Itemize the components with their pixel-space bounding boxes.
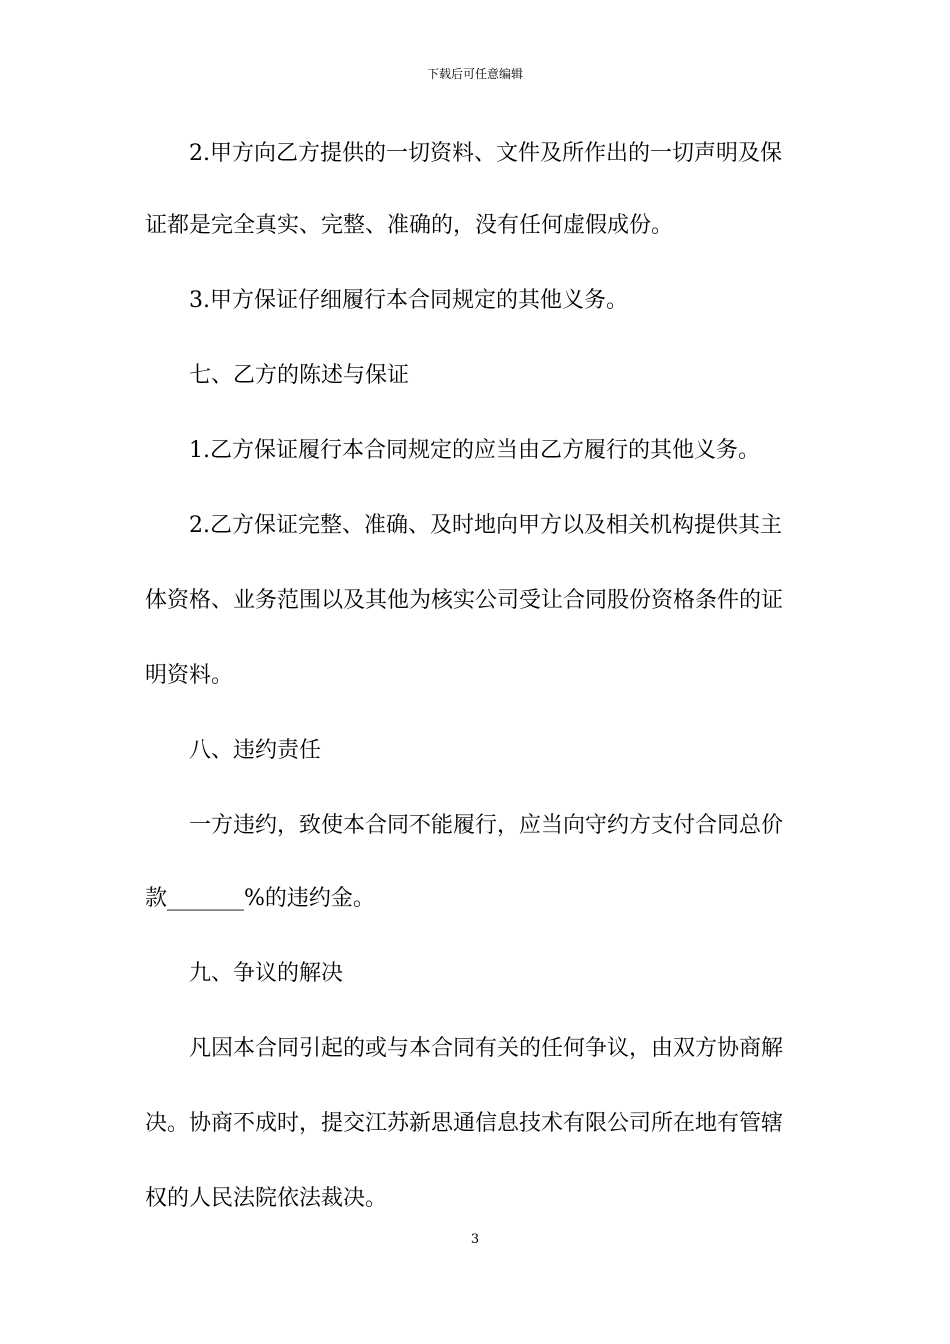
line-11: 决。协商不成时，提交江苏新思通信息技术有限公司所在地有管辖 [145,1111,784,1136]
line-5: 2.乙方保证完整、准确、及时地向甲方以及相关机构提供其主 [189,513,782,538]
line-9: 款_______%的违约金。 [145,886,375,911]
line-12: 权的人民法院依法裁决。 [145,1186,388,1211]
line-2: 证都是完全真实、完整、准确的，没有任何虚假成份。 [145,213,674,238]
heading-7: 七、乙方的陈述与保证 [189,363,410,388]
heading-8: 八、违约责任 [189,738,322,763]
line-6: 体资格、业务范围以及其他为核实公司受让合同股份资格条件的证 [145,588,784,613]
line-4: 1.乙方保证履行本合同规定的应当由乙方履行的其他义务。 [189,438,760,463]
heading-9: 九、争议的解决 [189,961,344,986]
line-10: 凡因本合同引起的或与本合同有关的任何争议，由双方协商解 [189,1036,784,1061]
line-8: 一方违约，致使本合同不能履行，应当向守约方支付合同总价 [189,813,784,838]
line-3: 3.甲方保证仔细履行本合同规定的其他义务。 [189,288,628,313]
line-7: 明资料。 [145,663,234,688]
header-note: 下载后可任意编辑 [426,67,523,81]
line-1: 2.甲方向乙方提供的一切资料、文件及所作出的一切声明及保 [189,141,782,166]
page-number: 3 [470,1232,480,1247]
